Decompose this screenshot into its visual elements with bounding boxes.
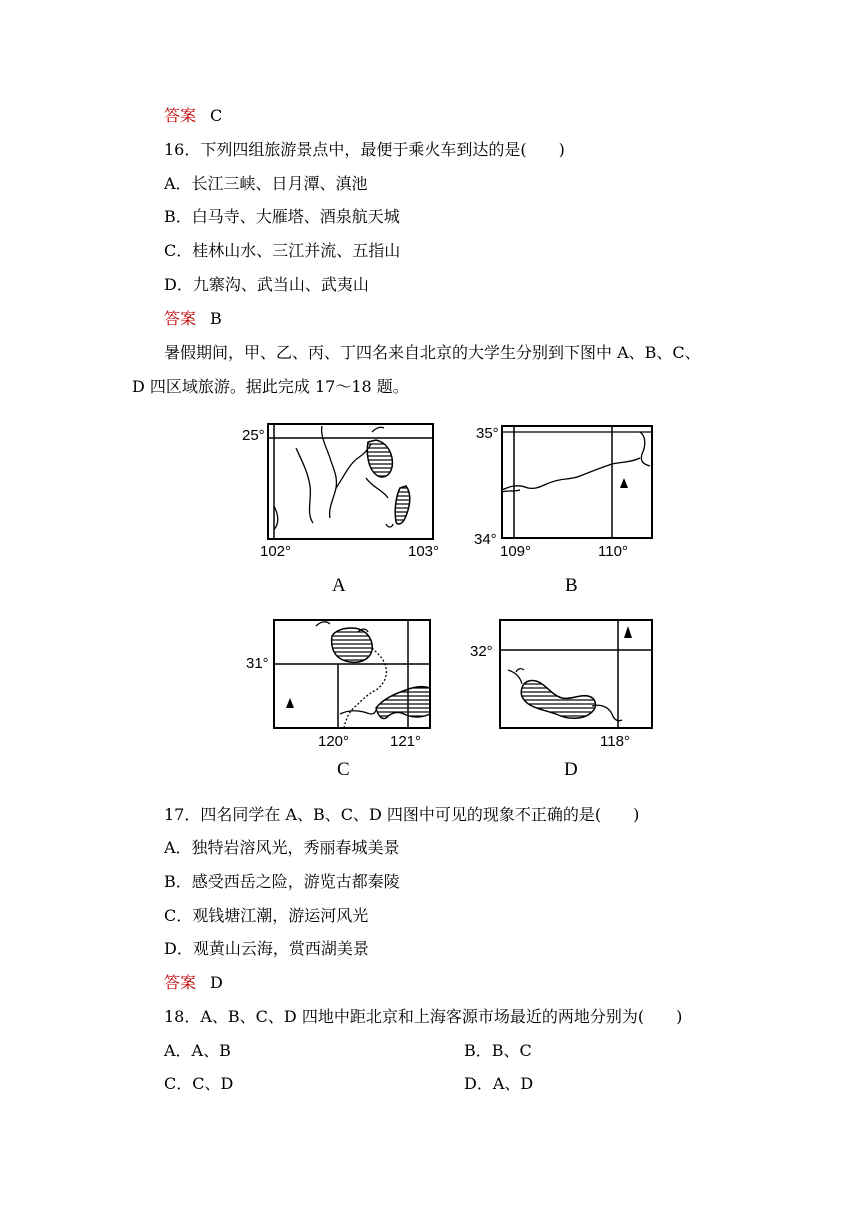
answer-label: 答案 bbox=[164, 973, 197, 992]
answer-17 bbox=[164, 973, 223, 993]
question-18-option-d: D．A、D bbox=[464, 1074, 534, 1093]
map-c-lon-left-label: 120° bbox=[318, 733, 350, 750]
question-17-option-b: B．感受西岳之险，游览古都秦陵 bbox=[164, 872, 400, 891]
map-c-caption: C bbox=[337, 759, 350, 780]
question-17-option-a: A．独特岩溶风光，秀丽春城美景 bbox=[164, 838, 400, 857]
map-b-caption: B bbox=[565, 575, 578, 596]
answer-label: 答案 bbox=[164, 106, 197, 125]
map-b-lat-bottom-label: 34° bbox=[474, 531, 497, 548]
map-d-lat-label: 32° bbox=[470, 643, 493, 660]
map-d bbox=[468, 614, 668, 756]
answer-value: C bbox=[210, 106, 223, 125]
map-b bbox=[470, 418, 670, 560]
map-b-lon-left-label: 109° bbox=[500, 543, 532, 560]
map-c bbox=[240, 614, 440, 756]
map-a-lat-label: 25° bbox=[242, 427, 265, 444]
question-16-stem: 16．下列四组旅游景点中，最便于乘火车到达的是( ) bbox=[164, 140, 565, 159]
question-16-option-b: B．白马寺、大雁塔、酒泉航天城 bbox=[164, 207, 400, 226]
question-18-option-b: B．B、C bbox=[464, 1041, 532, 1060]
map-b-lat-top-label: 35° bbox=[476, 425, 499, 442]
question-18-stem: 18．A、B、C、D 四地中距北京和上海客源市场最近的两地分别为( ) bbox=[164, 1007, 683, 1026]
map-a-caption: A bbox=[332, 575, 346, 596]
answer-15 bbox=[164, 106, 222, 126]
answer-value: D bbox=[210, 973, 223, 992]
map-a bbox=[238, 418, 448, 560]
question-16-option-c: C．桂林山水、三江并流、五指山 bbox=[164, 241, 401, 260]
intro-paragraph bbox=[132, 336, 732, 404]
map-d-lon-label: 118° bbox=[600, 733, 630, 750]
answer-value: B bbox=[210, 309, 222, 328]
map-a-lon-left-label: 102° bbox=[260, 543, 292, 560]
answer-label: 答案 bbox=[164, 309, 197, 328]
question-17-stem: 17．四名同学在 A、B、C、D 四图中可见的现象不正确的是( ) bbox=[164, 805, 640, 824]
intro-line-2: D 四区域旅游。据此完成 17～18 题。 bbox=[132, 377, 409, 396]
map-c-lon-right-label: 121° bbox=[390, 733, 422, 750]
answer-16 bbox=[164, 309, 222, 329]
question-16-option-a: A．长江三峡、日月潭、滇池 bbox=[164, 174, 368, 193]
question-16-option-d: D．九寨沟、武当山、武夷山 bbox=[164, 275, 369, 294]
question-17-option-c: C．观钱塘江潮，游运河风光 bbox=[164, 906, 369, 925]
intro-line-1: 暑假期间，甲、乙、丙、丁四名来自北京的大学生分别到下图中 A、B、C、 bbox=[164, 343, 701, 362]
map-b-lon-right-label: 110° bbox=[598, 543, 628, 560]
map-c-lat-label: 31° bbox=[246, 655, 269, 672]
map-a-lon-right-label: 103° bbox=[408, 543, 440, 560]
map-d-caption: D bbox=[564, 759, 578, 780]
question-18-option-a: A．A、B bbox=[164, 1041, 231, 1060]
question-18-option-c: C．C、D bbox=[164, 1074, 234, 1093]
question-17-option-d: D．观黄山云海，赏西湖美景 bbox=[164, 939, 369, 958]
